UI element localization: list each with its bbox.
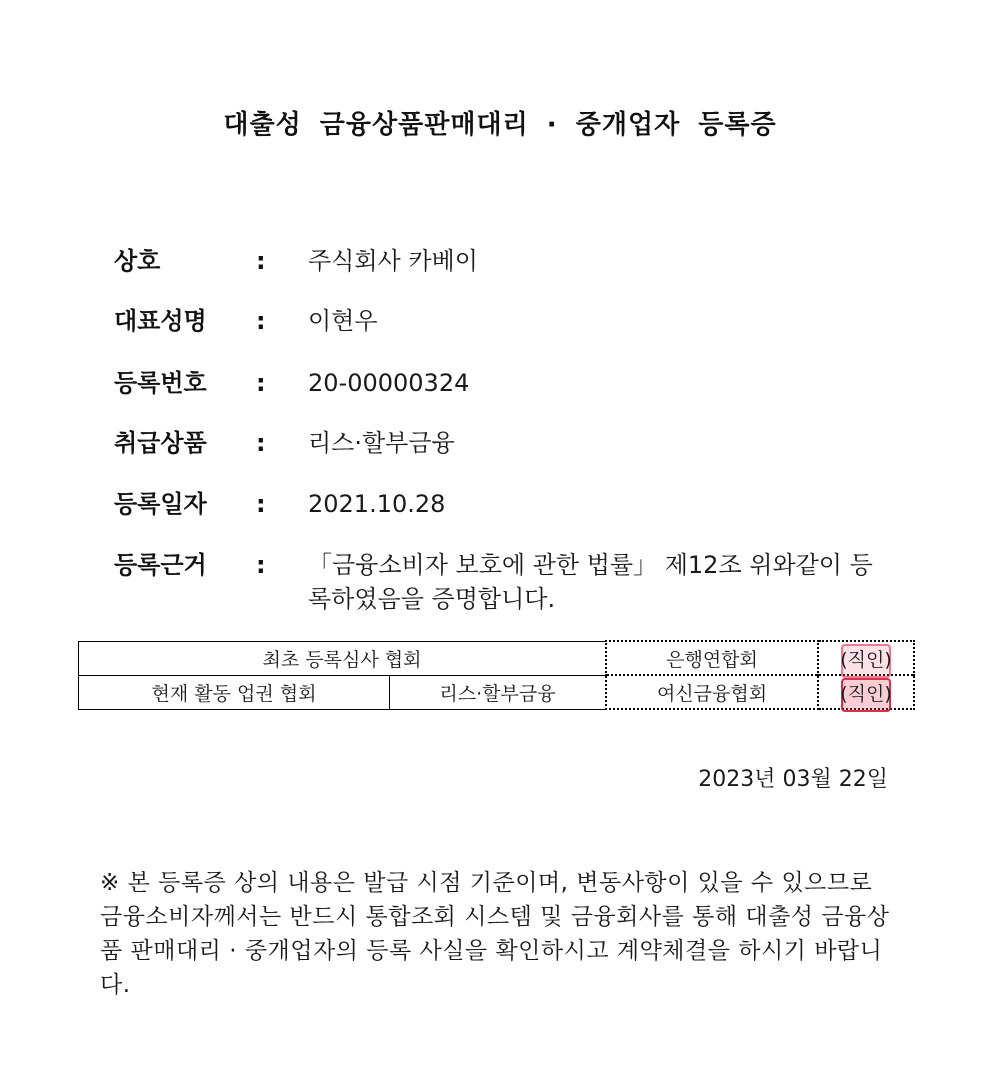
field-value-company: 주식회사 카베이 xyxy=(308,247,478,275)
field-value-registration-date: 2021.10.28 xyxy=(308,490,446,518)
field-colon: : xyxy=(256,307,266,335)
field-value-legal-basis: 「금융소비자 보호에 관한 법률」 제12조 위와같이 등록하였음을 증명합니다. xyxy=(308,551,873,613)
field-value-representative: 이현우 xyxy=(308,307,378,335)
current-association-label: 현재 활동 업권 협회 xyxy=(79,675,390,709)
field-label-registration-number: 등록번호 xyxy=(114,369,207,397)
field-label-representative: 대표성명 xyxy=(114,307,207,335)
initial-review-association: 은행연합회 xyxy=(606,641,818,675)
certificate-title: 대출성 금융상품판매대리 · 중개업자 등록증 xyxy=(223,110,777,140)
seal-cell xyxy=(818,641,914,675)
association-table xyxy=(78,640,915,710)
field-value-products: 리스·할부금융 xyxy=(308,429,455,457)
field-value-registration-number: 20-00000324 xyxy=(308,369,470,397)
field-label-products: 취급상품 xyxy=(114,429,207,457)
current-product: 리스·할부금융 xyxy=(390,675,607,709)
field-colon: : xyxy=(256,490,266,518)
field-colon: : xyxy=(256,551,266,579)
notice-text: ※ 본 등록증 상의 내용은 발급 시점 기준이며, 변동사항이 있을 수 있으므로 금융소비자께서는 반드시 통합조회 시스템 및 금융회사를 통해 대출성 금융상품 판매대리 · 중개업자의 등록 사실을 확인하시고 계약체결을 하시기 바랍니다. xyxy=(100,870,890,998)
field-colon: : xyxy=(256,369,266,397)
initial-review-label: 최초 등록심사 협회 xyxy=(79,641,607,675)
table-row xyxy=(79,641,915,675)
current-association: 여신금융협회 xyxy=(606,675,818,709)
field-label-registration-date: 등록일자 xyxy=(114,490,207,518)
issue-date: 2023년 03월 22일 xyxy=(698,767,888,792)
field-label-company: 상호 xyxy=(114,247,161,275)
seal-cell xyxy=(818,675,914,709)
seal-label: (직인) xyxy=(840,648,892,671)
table-row xyxy=(79,675,915,709)
field-label-legal-basis: 등록근거 xyxy=(114,551,207,579)
field-colon: : xyxy=(256,247,266,275)
field-colon: : xyxy=(256,429,266,457)
seal-label: (직인) xyxy=(840,682,892,705)
